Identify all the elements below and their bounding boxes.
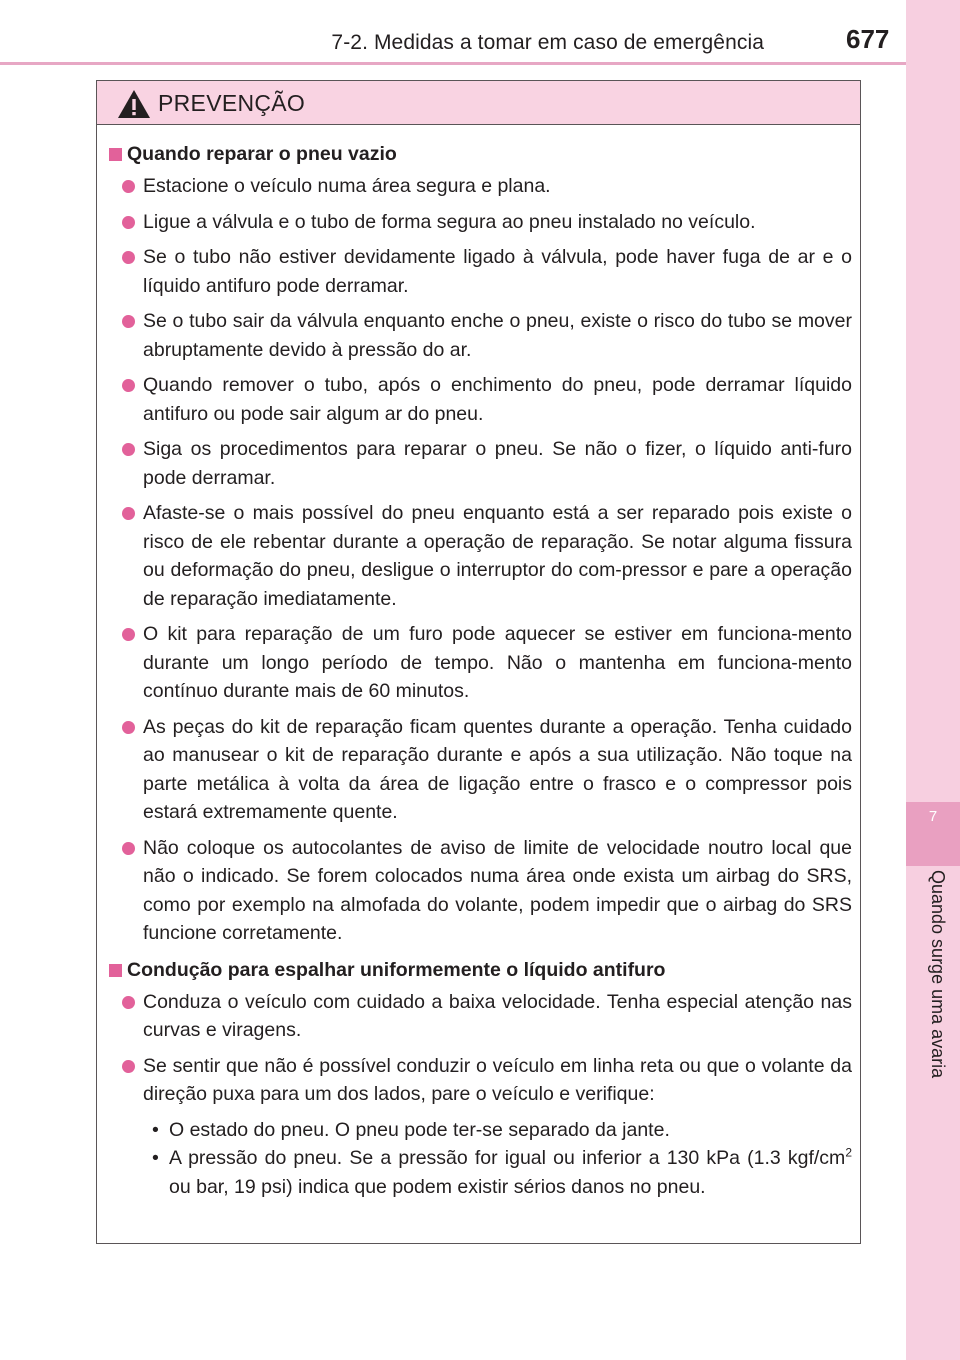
list-item-text: As peças do kit de reparação ficam quentes durante a operação. Tenha cuidado ao manusear o kit de reparação durante e após a sua utilização. Não toque na parte metálica à volta da área de ligação entre o frasco e o compressor pois estará extremamente quente. (143, 715, 852, 823)
circle-bullet-icon (122, 507, 135, 520)
list-item-text: Se o tubo sair da válvula enquanto enche o pneu, existe o risco do tubo se mover abruptamente devido à pressão do ar. (143, 310, 852, 361)
sub-list (106, 1116, 852, 1202)
chapter-title-vertical: Quando surge uma avaria (928, 870, 948, 1079)
page-number: 677 (846, 24, 890, 54)
warning-header (97, 81, 860, 125)
section-heading-text: Quando reparar o pneu vazio (127, 143, 397, 165)
list-item-text: Siga os procedimentos para reparar o pneu. Se não o fizer, o líquido anti-furo pode derramar. (143, 438, 852, 489)
list-item-text: Quando remover o tubo, após o enchimento do pneu, pode derramar líquido antifuro ou pode sair algum ar do pneu. (143, 374, 852, 425)
circle-bullet-icon (122, 842, 135, 855)
list-item (106, 620, 852, 706)
circle-bullet-icon (122, 996, 135, 1009)
dot-bullet: • (152, 1147, 159, 1169)
superscript: 2 (845, 1145, 852, 1160)
list-item-text: Se sentir que não é possível conduzir o veículo em linha reta ou que o volante da direção puxa para um dos lados, pare o veículo e verifique: (143, 1054, 852, 1105)
side-tab (906, 0, 960, 1360)
list-item (106, 435, 852, 492)
circle-bullet-icon (122, 1060, 135, 1073)
sub-list-item-text-a: A pressão do pneu. Se a pressão for igual ou inferior a 130 kPa (1.3 kgf/cm (169, 1147, 846, 1169)
list-item (106, 208, 852, 237)
list-item (106, 834, 852, 948)
list-item-text: Conduza o veículo com cuidado a baixa velocidade. Tenha especial atenção nas curvas e viragens. (143, 990, 852, 1041)
list-item-text: Afaste-se o mais possível do pneu enquanto está a ser reparado pois existe o risco de ele rebentar durante a operação de reparação. Se notar alguma fissura ou deformação do pneu, desligue o interruptor do com-pressor e pare a operação de reparação imediatamente. (143, 502, 852, 610)
circle-bullet-icon (122, 721, 135, 734)
list-item (106, 713, 852, 827)
dot-bullet: • (152, 1118, 159, 1141)
list-item (106, 988, 852, 1045)
list-item-text: Estacione o veículo numa área segura e plana. (143, 175, 551, 197)
section-heading-text: Condução para espalhar uniformemente o líquido antifuro (127, 958, 666, 981)
circle-bullet-icon (122, 315, 135, 328)
list-item-text: Ligue a válvula e o tubo de forma segura ao pneu instalado no veículo. (143, 210, 756, 233)
warning-triangle-icon (117, 89, 151, 119)
list-item (106, 1052, 852, 1109)
list-item-text: Não coloque os autocolantes de aviso de limite de velocidade noutro local que não o indicado. Se forem colocados numa área onde exista um airbag do SRS, como por exemplo na almofada do volante, podem impedir que o airbag do SRS funcione corretamente. (143, 836, 852, 944)
circle-bullet-icon (122, 216, 135, 229)
list-item-text: Se o tubo não estiver devidamente ligado à válvula, pode haver fuga de ar e o líquido antifuro pode derramar. (143, 246, 852, 297)
sub-list-item-text-b: ou bar, 19 psi) indica que podem existir sérios danos no pneu. (169, 1175, 706, 1198)
square-bullet-icon (109, 964, 122, 977)
list-item (106, 499, 852, 613)
section-heading (106, 139, 852, 169)
warning-box (96, 80, 861, 1244)
section-heading (106, 955, 852, 985)
circle-bullet-icon (122, 180, 135, 193)
chapter-number-tab[interactable]: 7 (906, 802, 960, 866)
circle-bullet-icon (122, 628, 135, 641)
sub-list-item (152, 1116, 852, 1145)
list-item (106, 243, 852, 300)
square-bullet-icon (109, 148, 122, 161)
sub-list-item-text: O estado do pneu. O pneu pode ter-se separado da jante. (169, 1118, 670, 1141)
circle-bullet-icon (122, 379, 135, 392)
list-item (106, 172, 852, 201)
list-item (106, 307, 852, 364)
list-item (106, 371, 852, 428)
list-item-text: O kit para reparação de um furo pode aquecer se estiver em funciona-mento durante um longo período de tempo. Não o mantenha em funciona-mento contínuo durante mais de 60 minutos. (143, 623, 852, 702)
warning-title: PREVENÇÃO (158, 90, 306, 116)
circle-bullet-icon (122, 251, 135, 264)
section-header-title: 7-2. Medidas a tomar em caso de emergência (331, 31, 764, 54)
warning-content (97, 139, 860, 1201)
sub-list-item (152, 1144, 852, 1201)
header-rule (0, 62, 906, 65)
circle-bullet-icon (122, 443, 135, 456)
